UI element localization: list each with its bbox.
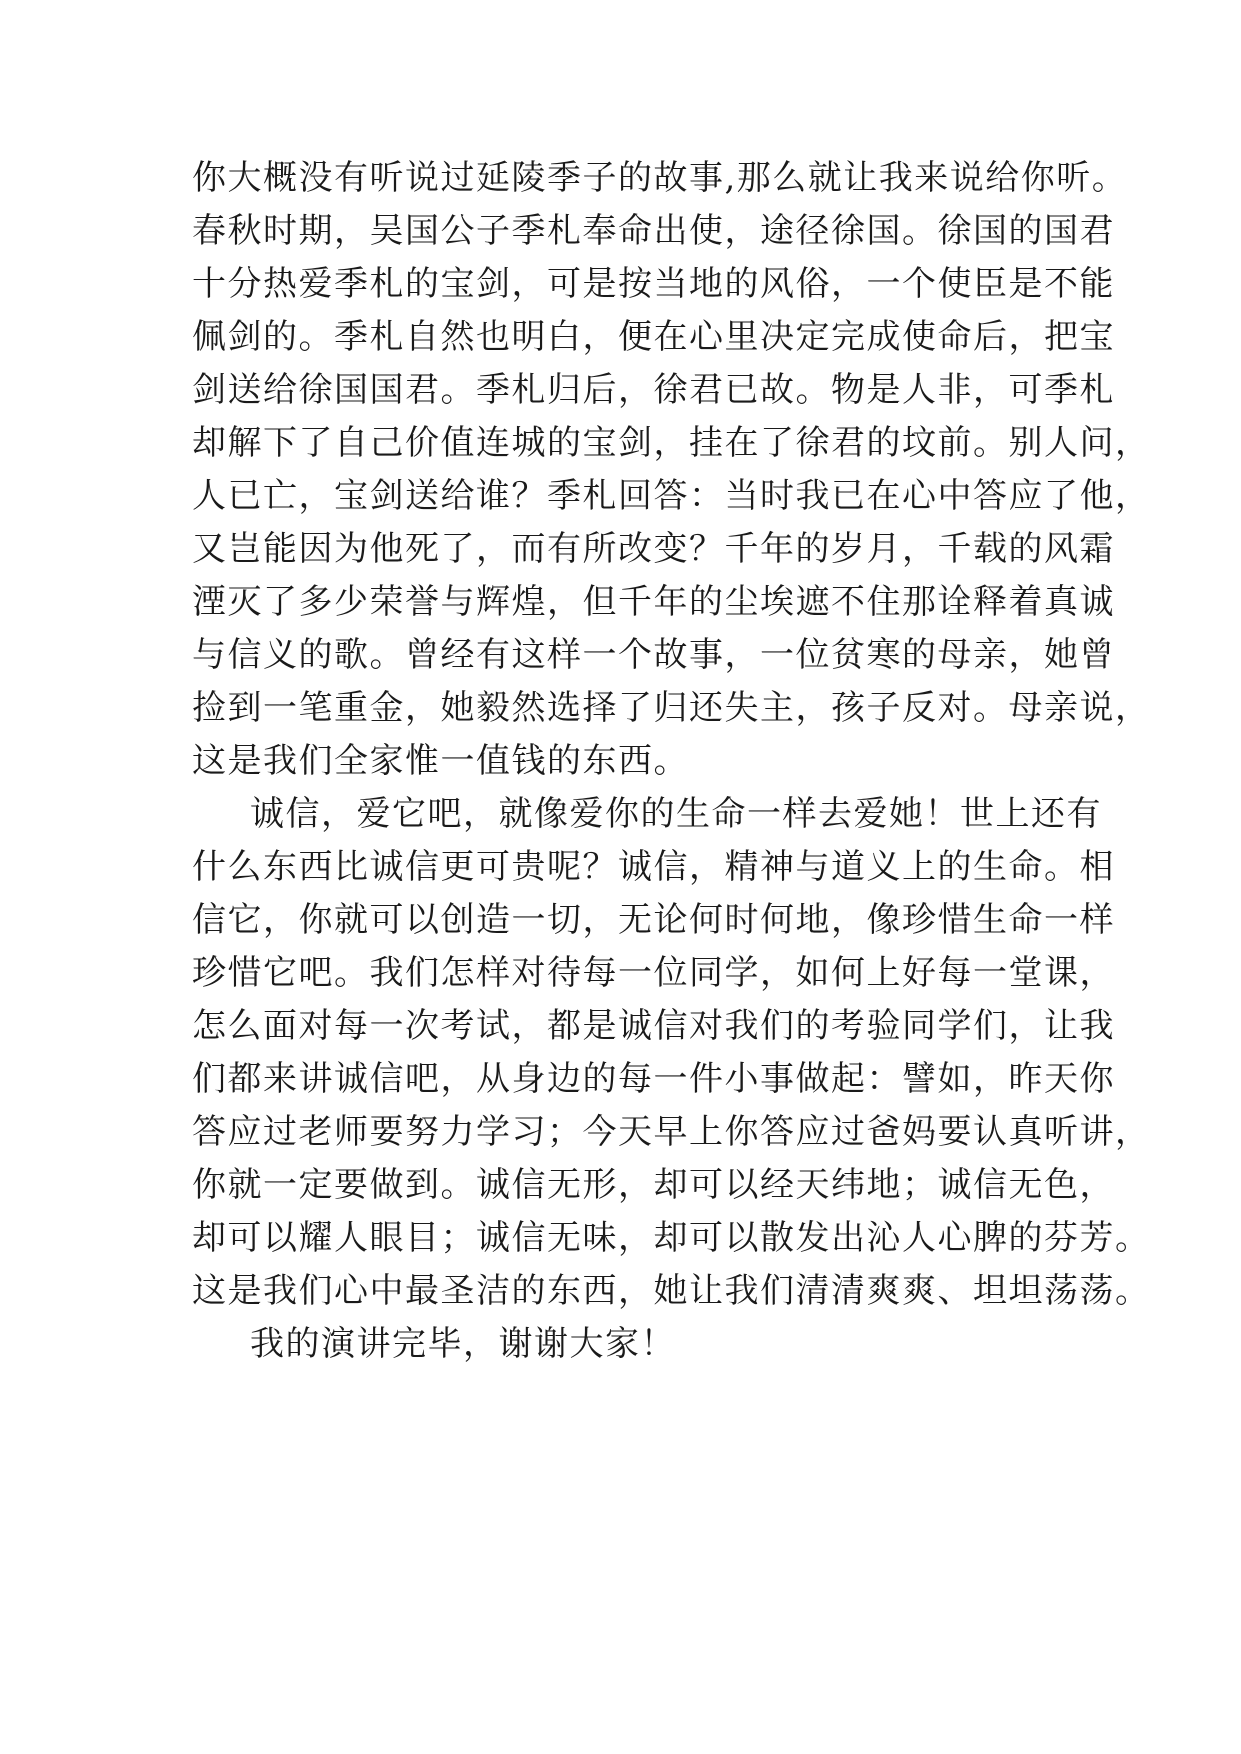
text-line: 珍惜它吧。我们怎样对待每一位同学，如何上好每一堂课，	[192, 953, 1115, 993]
text-line: 什么东西比诚信更可贵呢？诚信，精神与道义上的生命。相	[192, 847, 1115, 887]
text-line: 信它，你就可以创造一切，无论何时何地，像珍惜生命一样	[192, 900, 1115, 940]
text-line: 这是我们全家惟一值钱的东西。	[192, 741, 689, 781]
text-line: 怎么面对每一次考试，都是诚信对我们的考验同学们，让我	[192, 1006, 1115, 1046]
text-line: 捡到一笔重金，她毅然选择了归还失主，孩子反对。母亲说，	[192, 688, 1151, 728]
text-line: 却可以耀人眼目；诚信无味，却可以散发出沁人心脾的芬芳。	[192, 1218, 1151, 1258]
text-line: 人已亡，宝剑送给谁？季札回答：当时我已在心中答应了他，	[192, 476, 1151, 516]
text-line: 你大概没有听说过延陵季子的故事,那么就让我来说给你听。	[192, 158, 1128, 198]
text-line: 却解下了自己价值连城的宝剑，挂在了徐君的坟前。别人问，	[192, 423, 1151, 463]
text-line: 佩剑的。季札自然也明白，便在心里决定完成使命后，把宝	[192, 317, 1115, 357]
text-line: 春秋时期，吴国公子季札奉命出使，途径徐国。徐国的国君	[192, 211, 1115, 251]
text-line: 剑送给徐国国君。季札归后，徐君已故。物是人非，可季札	[192, 370, 1115, 410]
text-line: 与信义的歌。曾经有这样一个故事，一位贫寒的母亲，她曾	[192, 635, 1115, 675]
text-line: 你就一定要做到。诚信无形，却可以经天纬地；诚信无色，	[192, 1165, 1115, 1205]
text-line: 答应过老师要努力学习；今天早上你答应过爸妈要认真听讲，	[192, 1112, 1151, 1152]
text-line: 十分热爱季札的宝剑，可是按当地的风俗，一个使臣是不能	[192, 264, 1115, 304]
text-line: 这是我们心中最圣洁的东西，她让我们清清爽爽、坦坦荡荡。	[192, 1271, 1151, 1311]
closing-line: 我的演讲完毕，谢谢大家！	[250, 1324, 676, 1364]
text-line: 湮灭了多少荣誉与辉煌，但千年的尘埃遮不住那诠释着真诚	[192, 582, 1115, 622]
text-line: 们都来讲诚信吧，从身边的每一件小事做起：譬如，昨天你	[192, 1059, 1115, 1099]
text-line: 又岂能因为他死了，而有所改变？千年的岁月，千载的风霜	[192, 529, 1115, 569]
paragraph-start-line: 诚信，爱它吧，就像爱你的生命一样去爱她！世上还有	[250, 794, 1102, 834]
